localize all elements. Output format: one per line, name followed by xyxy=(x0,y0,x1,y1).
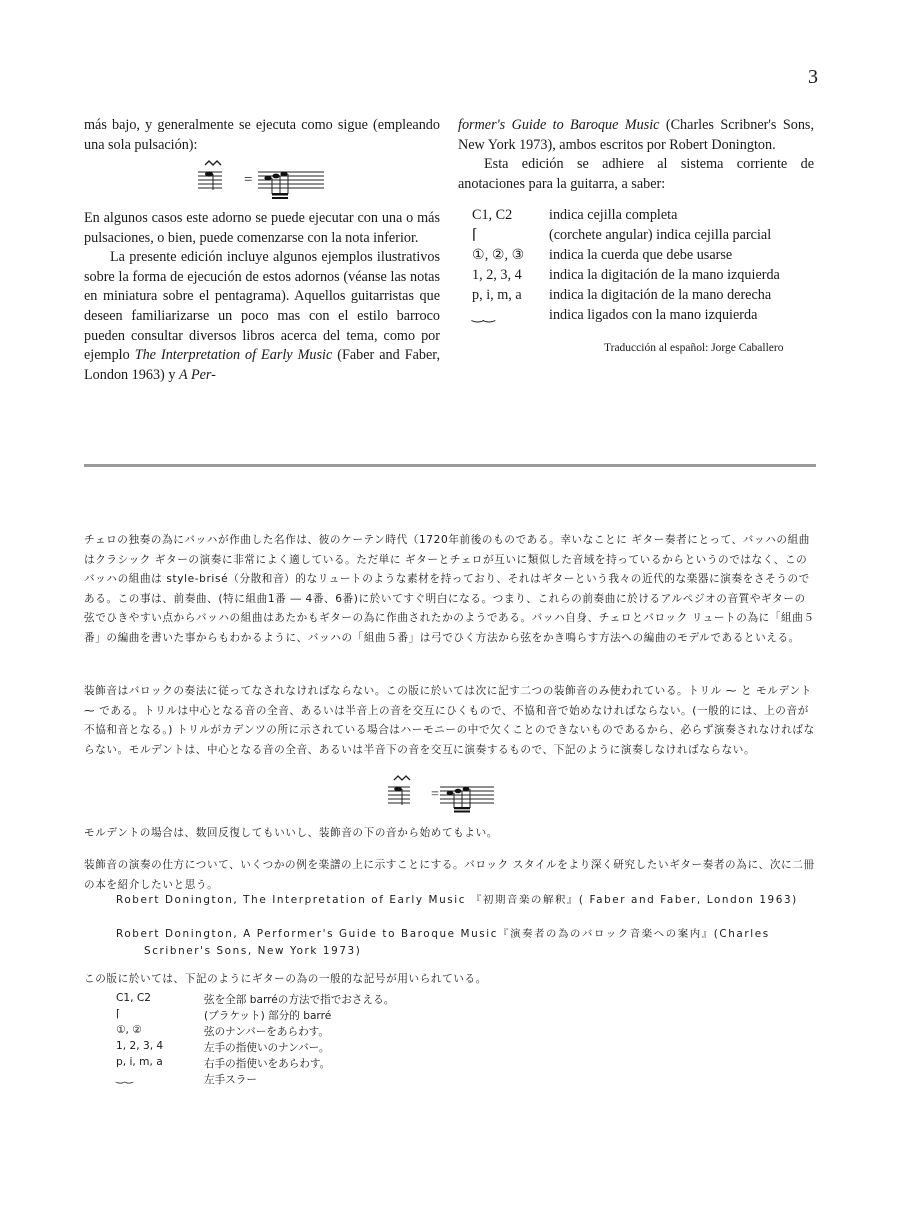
book-title-2-start: A Per- xyxy=(178,366,216,383)
symbol-key: ⌈ xyxy=(472,227,478,243)
slur-symbol: ‿‿ xyxy=(472,307,495,323)
right-column xyxy=(458,116,814,194)
jp-para-3: モルデントの場合は、数回反復してもいいし、装飾音の下の音から始めてもよい。 xyxy=(84,827,498,839)
left-column xyxy=(84,116,440,155)
reference-1: Robert Donington, The Interpretation of Early Music 『初期音楽の解釈』( Faber and Faber, London 1963) xyxy=(116,894,798,906)
japanese-paragraph-1 xyxy=(84,531,816,649)
symbol-list-spanish xyxy=(472,207,816,327)
translator-credit: Traducción al español: Jorge Caballero xyxy=(604,342,784,354)
right-paragraph-1 xyxy=(458,116,814,155)
reference-2: Robert Donington, A Performer's Guide to Baroque Music『演奏者の為のバロック音楽への案内』(Charles Scribner's Sons, New York 1973) xyxy=(116,928,770,957)
book-title-1: The Interpretation of Early Music xyxy=(134,347,333,364)
music-example-mordent xyxy=(196,160,328,200)
jp-slur-symbol: ‿‿ xyxy=(116,1072,134,1084)
music-example-mordent-2 xyxy=(386,775,498,813)
japanese-paragraph-5 xyxy=(84,970,816,990)
jp-symbol-key: 1, 2, 3, 4 xyxy=(116,1040,164,1052)
jp-symbol-key: p, i, m, a xyxy=(116,1056,163,1068)
symbol-description: (corchete angular) indica cejilla parcial xyxy=(549,227,772,243)
right-paragraph-1-text: (Charles Scribner's Sons, New York 1973), ambos escritos por Robert Donington. xyxy=(458,117,814,153)
symbol-description: indica la digitación de la mano derecha xyxy=(549,287,772,303)
japanese-paragraph-4 xyxy=(84,856,816,895)
symbol-description: indica ligados con la mano izquierda xyxy=(549,307,758,323)
left-paragraph-3-text: La presente edición incluye algunos ejemplos ilustrativos sobre la forma de ejecución de estos adornos (véanse las notas en miniatura sobre el pentagrama). Aquellos guitarristas que deseen familiarizarse un poco mas con el estilo barroco pueden consultar diversos libros acerca del tema, como por ejemplo xyxy=(84,249,440,364)
jp-symbol-key: ①, ② xyxy=(116,1024,142,1036)
jp-symbol-description: 右手の指使いをあらわす。 xyxy=(204,1058,331,1070)
left-column-lower xyxy=(84,209,440,385)
page-number: 3 xyxy=(808,66,818,88)
symbol-description: indica la cuerda que debe usarse xyxy=(549,247,733,263)
jp-para-5: この版に於いては、下記のようにギターの為の一般的な記号が用いられている。 xyxy=(84,973,487,985)
symbol-description: indica cejilla completa xyxy=(549,207,678,223)
symbol-key: C1, C2 xyxy=(472,207,513,223)
symbol-list-japanese xyxy=(116,992,616,1092)
right-paragraph-2: Esta edición se adhiere al sistema corriente de anotaciones para la guitarra, a saber: xyxy=(458,156,814,192)
jp-symbol-description: 弦を全部 barréの方法で指でおさえる。 xyxy=(204,994,395,1006)
left-paragraph-1: más bajo, y generalmente se ejecuta como sigue (empleando una sola pulsación): xyxy=(84,117,440,153)
symbol-key: ①, ②, ③ xyxy=(472,247,525,263)
japanese-paragraph-2 xyxy=(84,682,816,760)
jp-symbol-description: (ブラケット) 部分的 barré xyxy=(204,1010,332,1022)
left-paragraph-3-mid: (Faber and Faber, London 1963) y xyxy=(84,347,441,383)
section-divider xyxy=(84,464,816,467)
jp-para-1: チェロの独奏の為にバッハが作曲した名作は、彼のケーテン時代（1720年前後のものである。幸いなことに ギター奏者にとって、バッハの組曲はクラシック ギターの演奏に非常によく適している。ただ単に ギターとチェロが互いに類似した音域を持っているからというのではなく、このバッハの組曲は style-brisé（分散和音）的なリュートのような素材を持っており、それはギターという我々の近代的な楽器に演奏をさそうのである。この事は、前奏曲、(特に組曲1番 ― 4番、6番)に於いてすぐ明白になる。つまり、これらの前奏曲に於けるアルペジオの音質やギターの弦でひきやすい点からバッハの組曲はあたかもギターの為に作曲されたかのようである。バッハ自身、チェロとバロック リュートの為に「組曲５番」の編曲を書いた事からもわかるように、バッハの「組曲５番」は弓でひく方法から弦をかき鳴らす方法への編曲のモデルであるといえる。 xyxy=(84,534,815,644)
book-title-2-end: former's Guide to Baroque Music xyxy=(458,117,660,133)
symbol-key: 1, 2, 3, 4 xyxy=(472,267,522,283)
jp-symbol-description: 左手の指使いのナンバー。 xyxy=(204,1042,330,1054)
japanese-paragraph-3 xyxy=(84,824,816,844)
jp-para-4: 装飾音の演奏の仕方について、いくつかの例を楽譜の上に示すことにする。バロック スタイルをより深く研究したいギター奏者の為に、次に二冊の本を紹介したいと思う。 xyxy=(84,859,815,891)
left-paragraph-2: En algunos casos este adorno se puede ejecutar con una o más pulsaciones, o bien, puede comenzarse con la nota inferior. xyxy=(84,210,440,246)
symbol-key: p, i, m, a xyxy=(472,287,522,303)
equals-sign-2: = xyxy=(431,787,439,802)
jp-symbol-key: ⌈ xyxy=(116,1008,121,1020)
left-paragraph-3 xyxy=(84,248,440,385)
jp-symbol-key: C1, C2 xyxy=(116,992,152,1004)
symbol-description: indica la digitación de la mano izquierda xyxy=(549,267,780,283)
jp-symbol-description: 弦のナンバーをあらわす。 xyxy=(204,1026,330,1038)
equals-sign: = xyxy=(244,172,253,188)
jp-para-2: 装飾音はバロックの奏法に従ってなされなければならない。この版に於いては次に記す二つの装飾音のみ使われている。トリル ⁓ と モルデント ⁓ である。トリルは中心となる音の全音、あるいは半音上の音を交互にひくもので、不協和音で始めなければならない。(一般的には、上の音が不協和音となる。) トリルがカデンツの所に示されている場合はハーモニーの中で欠くことのできないものであるから、必らず演奏されなければならない。モルデントは、中心となる音の全音、あるいは半音下の音を交互に演奏するもので、下記のように演奏しなければならない。 xyxy=(84,685,815,756)
jp-symbol-description: 左手スラー xyxy=(204,1074,257,1086)
